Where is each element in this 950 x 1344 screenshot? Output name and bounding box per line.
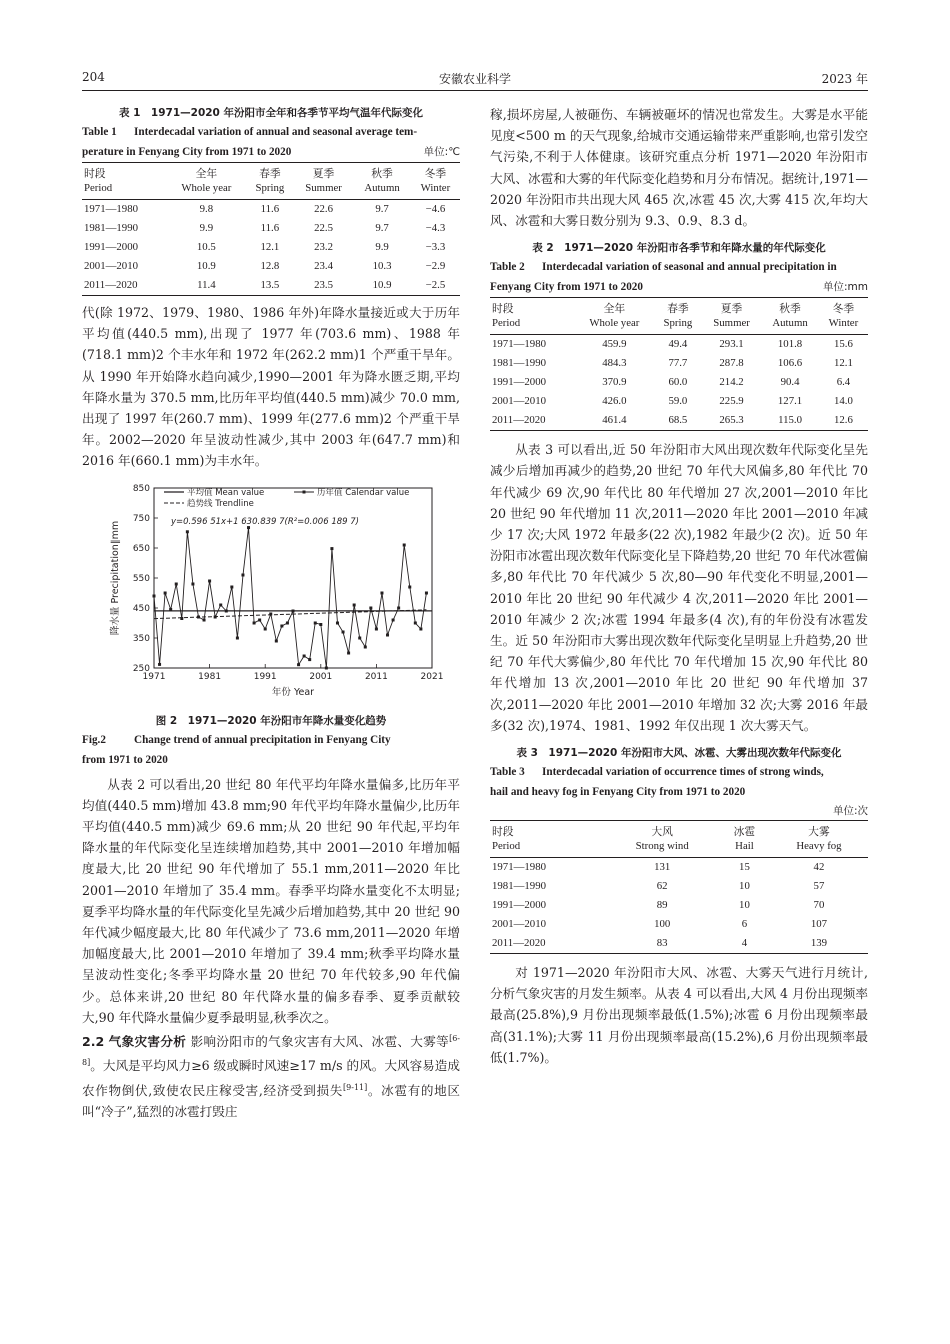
table2-cell: 127.1 [777, 395, 803, 408]
table2-header-en: Period [492, 317, 521, 330]
y-tick-label: 250 [132, 663, 150, 674]
calendar-value-point [292, 609, 295, 612]
y-axis-label: 降水量 Precipitation∥mm [110, 520, 121, 635]
calendar-value-point [369, 606, 372, 609]
table3-header-cell [719, 821, 770, 858]
figure2-label-en: Fig.2 [82, 733, 106, 746]
table2-title-en [490, 257, 868, 277]
table1-header-zh: 秋季 [371, 168, 393, 180]
section-2-2-text-3: 。冰雹有的地区叫“冷子”,猛烈的冰雹打毁庄 [82, 1083, 461, 1120]
trend-equation: y=0.596 51x+1 630.839 7(R²=0.006 189 7) [171, 516, 359, 527]
table1-cell: 9.7 [375, 222, 389, 234]
page-number: 204 [82, 70, 105, 84]
calendar-value-point [253, 621, 256, 624]
table3-row [490, 896, 868, 915]
table3-unit: 单位:次 [832, 805, 868, 818]
table3-cell: 100 [654, 918, 671, 931]
calendar-value-point [241, 573, 244, 576]
table2-header-en: Spring [663, 317, 693, 330]
citation-9-11: [9-11] [343, 1082, 368, 1092]
table2-cell: 1991—2000 [492, 376, 546, 389]
table3-cell: 6 [741, 918, 748, 931]
table1-header-zh: 全年 [195, 168, 218, 180]
calendar-value-point [158, 663, 161, 666]
table3-cell: 83 [656, 937, 668, 950]
calendar-value-point [397, 606, 400, 609]
x-tick-label: 1991 [253, 671, 277, 682]
table1-header-cell [353, 163, 411, 200]
table2-header-cell [654, 298, 702, 335]
table2-cell: 12.6 [833, 414, 853, 427]
table3-header-cell [490, 821, 605, 858]
table2-row [490, 411, 868, 431]
right-paragraph-3: 对 1971—2020 年汾阳市大风、冰雹、大雾天气进行月统计,分析气象灾害的月发生频率。从表 4 可以看出,大风 4 月份出现频率最高(25.8%),9 月份出现频率最低(1.5%);冰雹 6 月份出现频率最高(31.1%);大雾 11 月份出现频率最高(15.2%),6 月份出现频率最低(1.7%)。 [490, 965, 868, 1065]
table2-header-cell [761, 298, 819, 335]
table1-cell: −2.9 [425, 260, 446, 272]
table2-cell: 484.3 [602, 357, 627, 370]
calendar-value-point [425, 591, 428, 594]
calendar-value-point [347, 651, 350, 654]
calendar-value-point [297, 663, 300, 666]
table3-row [490, 915, 868, 934]
table3-title-en-1: Interdecadal variation of occurrence times of strong winds, [542, 766, 824, 779]
calendar-value-point [164, 591, 167, 594]
table1-cell: 10.9 [372, 279, 392, 291]
table2-header-zh: 春季 [667, 303, 689, 316]
calendar-value-point [364, 645, 367, 648]
table2-row [490, 335, 868, 355]
table3-label-en: Table 3 [490, 766, 525, 779]
calendar-value-point [180, 617, 183, 620]
table2-label-en: Table 2 [490, 261, 525, 274]
table3-cell: 15 [739, 861, 750, 874]
table3-cell: 2001—2010 [492, 918, 546, 931]
table1-cell: 11.6 [260, 203, 280, 215]
calendar-value-point [386, 633, 389, 636]
table2-row [490, 373, 868, 392]
table1-header-cell [246, 163, 294, 200]
table3-header-zh: 大雾 [808, 826, 830, 839]
table1-header-row [82, 163, 460, 200]
table3-header-zh: 大风 [651, 826, 673, 839]
table3-header-en: Period [492, 840, 521, 853]
table2-cell: 265.3 [719, 414, 744, 427]
table1-title-zh: 表 1 1971—2020 年汾阳市全年和各季节平均气温年代际变化 [118, 107, 424, 119]
calendar-value-point [314, 621, 317, 624]
table2-cell: 12.1 [833, 357, 853, 370]
table3-header-en: Hail [735, 840, 754, 853]
table1-cell: 2001—2010 [84, 260, 138, 272]
table3-cell: 10 [739, 880, 750, 893]
table1-body [82, 200, 460, 296]
calendar-value-point [236, 636, 239, 639]
table3-body [490, 858, 868, 954]
table3-cell: 131 [654, 861, 671, 874]
left-paragraph-2: 从表 2 可以看出,20 世纪 80 年代平均年降水量偏多,比历年平均值(440.5 mm)增加 43.8 mm;90 年代平均年降水量偏少,比历年平均值(440.5 mm)减少 69.6 mm;从 20 世纪 90 年代起,平均年降水量的年代际变化呈连续增加趋势,其中 2001—2010 年增加幅度最大,比 20 世纪 90 年代增加了 55.1 mm,2011—2020 年比 2001—2010 年增加了 35.4 mm。春季平均降水量变化不太明显;夏季平均降水量的年代际变化呈先减少后增加趋势,其中 20 世纪 90 年代减少幅度最大,比 80 年代减少了 73.6 mm,2011—2020 年增加幅度最大,比 2001—2010 年增加了 39.4 mm;秋季平均降水量呈波动性变化;冬季平均降水量 20 世纪 70 年代较多,90 年代偏少。总体来讲,20 世纪 80 年代降水量的偏多春季、夏季贡献较大,90 年代降水量偏少夏季最明显,秋季次之。 [82, 776, 460, 1025]
table1-title-en-1: Interdecadal variation of annual and seasonal average tem- [134, 126, 418, 138]
y-tick-label: 650 [132, 543, 150, 554]
table1-header-cell [294, 163, 353, 200]
table2-cell: 115.0 [778, 414, 803, 427]
legend-trend-label: 趋势线 Trendline [187, 498, 254, 509]
table1-cell: 11.4 [197, 279, 216, 291]
table3-title-en [490, 762, 868, 782]
calendar-value-point [414, 621, 417, 624]
right-paragraph-1: 稼,损坏房屋,人被砸伤、车辆被砸坏的情况也常发生。大雾是水平能见度<500 m 的天气现象,给城市交通运输带来严重影响,也常引发空气污染,不利于人体健康。该研究重点分析 1971—2020 年汾阳市大风、冰雹和大雾的年代际变化趋势和月分布情况。据统计,1971—2020 年汾阳市共出现大风 465 次,冰雹 45 次,大雾 415 次,年均大风、冰雹和大雾日数分别为 9.3、0.9、8.3 d。 [490, 107, 868, 229]
table2-row [490, 392, 868, 411]
table1-title-en-2: perature in Fenyang City from 1971 to 2020 [82, 146, 292, 158]
table2-cell: 6.4 [836, 376, 851, 389]
calendar-value-point [403, 543, 406, 546]
table2-cell: 106.6 [777, 357, 803, 370]
table1-cell: 12.8 [260, 260, 280, 272]
table2-cell: 293.1 [719, 338, 744, 351]
table3-grid [490, 820, 868, 954]
table2-header-cell [819, 298, 868, 335]
table2-header-zh: 时段 [492, 303, 514, 316]
table2-cell: 90.4 [780, 376, 800, 389]
calendar-value-point [225, 609, 228, 612]
table1-unit: 单位:℃ [423, 146, 460, 158]
citation-6-8: [6-8] [82, 1034, 460, 1068]
table2-cell: 49.4 [668, 338, 688, 351]
right-paragraph-2: 从表 3 可以看出,近 50 年汾阳市大风出现次数年代际变化呈先减少后增加再减少的趋势,20 世纪 70 年代大风偏多,80 年代比 70 年代减少 69 次,90 年代比 80 年代增加 27 次,2001—2010 年比 20 世纪 90 年代增加 11 次,2011—2020 年比 2001—2010 年减少 17 次;大风 1972 年最多(22 次),1982 年最少(2 次)。近 50 年汾阳市冰雹出现次数年代际变化呈下降趋势,20 世纪 70 年代冰雹偏多,80 年代比 70 年代减少 5 次,80—90 年代变化不明显,2001—2010 年比 20 世纪 90 年代减少 4 次,2011—2020 年比 2001—2010 年减少 2 次;冰雹 1994 年最多(4 次),有的年份没有冰雹发生。近 50 年汾阳市大雾出现次数年代际变化呈明显上升趋势,20 世纪 70 年代大雾偏少,80 年代比 70 年代增加 15 次,90 年代比 80 年代增加 13 次,2001—2010 年比 20 世纪 90 年代增加 37 次,2011—2020 年比 2001—2010 年增加 32 次;大雾 2016 年最多(32 次),1974、1981、1992 年仅出现 1 次大雾天气。 [490, 442, 868, 733]
table3-row [490, 877, 868, 896]
table2-header-en: Summer [713, 317, 750, 330]
section-2-2-text-2: 。大风是平均风力≥6 级或瞬时风速≥17 m/s 的风。大风容易造成农作物倒伏,致使农民庄稼受害,经济受到损失 [82, 1058, 460, 1099]
calendar-value-point [380, 591, 383, 594]
section-2-2-paragraph [82, 1028, 460, 1122]
table1-cell: 9.9 [199, 222, 214, 234]
table3-header-cell [605, 821, 719, 858]
table1-cell: −3.3 [425, 241, 446, 253]
table1-cell: 13.5 [260, 279, 280, 291]
table1-header-en: Summer [305, 182, 342, 194]
table3-cell: 1981—1990 [492, 880, 546, 893]
table2-cell: 225.9 [719, 395, 744, 408]
calendar-value-point [230, 585, 233, 588]
table3-cell: 42 [813, 861, 825, 874]
table1-cell: 23.4 [314, 260, 334, 272]
figure2 [82, 478, 460, 770]
table1-title-en-line2 [82, 142, 460, 162]
table2-header-row [490, 298, 868, 335]
calendar-value-point [280, 624, 283, 627]
section-2-2-number: 2.2 [82, 1034, 105, 1050]
y-tick-label: 850 [132, 483, 150, 494]
table2-cell: 2001—2010 [492, 395, 546, 408]
left-column [82, 104, 460, 1122]
table1-cell: −4.6 [425, 203, 446, 215]
calendar-value-point [186, 530, 189, 533]
table2-cell: 459.9 [602, 338, 627, 351]
table2-cell: 214.2 [719, 376, 744, 389]
calendar-value-point [342, 630, 345, 633]
table1-cell: 23.5 [314, 279, 334, 291]
table2-cell: 77.7 [668, 357, 688, 370]
calendar-value-point [269, 612, 272, 615]
table2-header-zh: 秋季 [779, 303, 801, 316]
legend-calendar-label: 历年值 Calendar value [317, 487, 410, 498]
table3-header-en: Heavy fog [796, 840, 842, 853]
calendar-value-point [375, 627, 378, 630]
table1-cell: 1971—1980 [84, 203, 138, 215]
x-tick-label: 1971 [142, 671, 166, 682]
left-paragraph-1: 代(除 1972、1979、1980、1986 年外)年降水量接近或大于历年平均值(440.5 mm),出现了 1977 年(703.6 mm)、1988 年(718.1 mm)2 个丰水年和 1972 年(262.2 mm)1 个严重干旱年。从 1990 年开始降水趋向减少,1990—2001 年为降水匮乏期,平均年降水量为 370.5 mm,比历年平均值(440.5 mm)减少 70.0 mm,出现了 1997 年(260.7 mm)、1999 年(277.6 mm)2 个严重干旱年。2002—2020 年呈波动性减少,其中 2003 年(647.7 mm)和 2016 年(660.1 mm)为丰水年。 [82, 305, 460, 469]
y-tick-label: 550 [132, 573, 150, 584]
calendar-value-point [153, 594, 156, 597]
table1-cell: 23.2 [314, 241, 334, 253]
table2-header-zh: 全年 [603, 303, 626, 316]
y-tick-label: 750 [132, 513, 150, 524]
journal-year: 2023 年 [821, 72, 868, 86]
calendar-value-point [408, 585, 411, 588]
table1-cell: 2011—2020 [84, 279, 138, 291]
calendar-value-point [319, 623, 322, 626]
table3-cell: 107 [810, 918, 828, 931]
section-2-2-title: 气象灾害分析 [108, 1034, 187, 1050]
table1-header-en: Spring [255, 182, 285, 194]
table1-cell: 1981—1990 [84, 222, 138, 234]
table2-header-en: Whole year [589, 317, 640, 330]
table3-header-en: Strong wind [635, 840, 689, 853]
table3-cell: 1991—2000 [492, 899, 546, 912]
table3-cell: 10 [739, 899, 750, 912]
table2-cell: 59.0 [668, 395, 688, 408]
table3-title-zh: 表 3 1971—2020 年汾阳市大风、冰雹、大雾出现次数年代际变化 [516, 747, 842, 760]
table2 [490, 239, 868, 431]
calendar-value-point [219, 603, 222, 606]
calendar-value-point [258, 618, 261, 621]
table2-cell: 60.0 [668, 376, 688, 389]
calendar-value-point [336, 621, 339, 624]
table3-cell: 89 [656, 899, 668, 912]
table1-row [82, 238, 460, 257]
table2-header-zh: 夏季 [720, 303, 743, 316]
calendar-value-point [303, 654, 306, 657]
table2-cell: 426.0 [602, 395, 627, 408]
calendar-value-point [175, 582, 178, 585]
table2-header-cell [575, 298, 654, 335]
calendar-value-point [392, 618, 395, 621]
x-axis-label: 年份 Year [271, 686, 315, 698]
calendar-value-point [308, 658, 311, 661]
plot-frame [154, 488, 432, 668]
calendar-value-point [286, 621, 289, 624]
table2-header-zh: 冬季 [832, 303, 855, 316]
table3-cell: 62 [656, 880, 668, 893]
table2-cell: 287.8 [719, 357, 744, 370]
table2-cell: 2011—2020 [492, 414, 546, 427]
table3-cell: 57 [813, 880, 825, 893]
legend-calendar-marker [303, 490, 306, 493]
table3-header-zh: 时段 [492, 826, 514, 839]
table1-cell: −2.5 [425, 279, 446, 291]
calendar-value-point [264, 627, 267, 630]
table2-grid [490, 297, 868, 431]
table3-cell: 4 [741, 937, 748, 950]
table1-header-en: Period [84, 182, 113, 194]
table1-row [82, 219, 460, 238]
table1-header-cell [167, 163, 246, 200]
table2-header-en: Autumn [772, 317, 808, 330]
table2-cell: 1981—1990 [492, 357, 546, 370]
table2-row [490, 354, 868, 373]
table1-cell: 10.5 [196, 241, 216, 253]
table2-header-cell [490, 298, 575, 335]
figure2-caption-en [82, 730, 460, 750]
table3-header-cell [770, 821, 868, 858]
table3-cell: 139 [810, 937, 828, 950]
table3-cell: 70 [813, 899, 825, 912]
table3-row [490, 934, 868, 954]
table1-row [82, 276, 460, 296]
calendar-value-point [197, 615, 200, 618]
table1-title-en [82, 122, 460, 142]
table2-title-en-line2 [490, 277, 868, 297]
y-tick-label: 450 [132, 603, 150, 614]
calendar-value-point [275, 639, 278, 642]
table1-header-en: Autumn [364, 182, 400, 194]
table1-header-zh: 夏季 [312, 168, 335, 180]
calendar-value-point [214, 615, 217, 618]
right-column [490, 104, 868, 1068]
table2-cell: 14.0 [833, 395, 853, 408]
journal-name: 安徽农业科学 [438, 72, 511, 86]
table2-body [490, 335, 868, 431]
table2-cell: 101.8 [777, 338, 803, 351]
table2-cell: 370.9 [602, 376, 627, 389]
calendar-value-point [208, 579, 211, 582]
table2-unit: 单位:mm [823, 281, 868, 294]
table1-cell: 9.7 [375, 203, 389, 215]
table1-cell: 10.3 [372, 260, 392, 272]
table2-header-en: Winter [828, 317, 859, 330]
table3-title-en-2: hail and heavy fog in Fenyang City from 1971 to 2020 [490, 786, 746, 799]
calendar-value-point [203, 618, 206, 621]
table1-row [82, 257, 460, 276]
table1-header-en: Winter [420, 182, 451, 194]
legend-mean-label: 平均值 Mean value [187, 487, 265, 498]
table3-cell: 1971—1980 [492, 861, 546, 874]
figure2-caption-en-2: from 1971 to 2020 [82, 753, 168, 766]
table2-title-en-2: Fenyang City from 1971 to 2020 [490, 281, 643, 294]
x-tick-label: 1981 [198, 671, 222, 682]
table3-cell: 2011—2020 [492, 937, 546, 950]
table1-label-en: Table 1 [82, 126, 117, 138]
precipitation-chart [82, 478, 460, 708]
table1-header-zh: 春季 [259, 168, 281, 180]
table2-cell: 1971—1980 [492, 338, 546, 351]
calendar-value-point [358, 636, 361, 639]
calendar-value-point [353, 603, 356, 606]
table1-header-en: Whole year [181, 182, 232, 194]
table1-cell: 22.5 [314, 222, 334, 234]
table1-header-cell [411, 163, 460, 200]
calendar-value-line [154, 527, 426, 667]
calendar-value-point [191, 582, 194, 585]
calendar-value-point [419, 627, 422, 630]
table1-header-cell [82, 163, 167, 200]
table1-cell: 12.1 [260, 241, 280, 253]
calendar-value-point [325, 666, 328, 669]
table2-cell: 461.4 [602, 414, 627, 427]
section-2-2-text-1: 影响汾阳市的气象灾害有大风、冰雹、大雾等 [190, 1034, 450, 1050]
y-tick-label: 350 [132, 633, 150, 644]
table1-header-zh: 冬季 [424, 168, 447, 180]
x-tick-label: 2011 [364, 671, 388, 682]
table1 [82, 104, 460, 296]
x-tick-label: 2001 [309, 671, 333, 682]
table2-title-en-1: Interdecadal variation of seasonal and annual precipitation in [542, 261, 837, 274]
table3-header-zh: 冰雹 [733, 826, 756, 839]
figure2-caption-en-1: Change trend of annual precipitation in Fenyang City [134, 733, 391, 746]
table1-cell: 1991—2000 [84, 241, 138, 253]
x-tick-label: 2021 [420, 671, 444, 682]
table3 [490, 744, 868, 954]
table2-cell: 68.5 [668, 414, 688, 427]
table1-cell: 11.6 [260, 222, 280, 234]
table1-cell: 9.9 [375, 241, 389, 253]
table3-row [490, 858, 868, 878]
table3-header-row [490, 821, 868, 858]
table1-cell: 9.8 [199, 203, 214, 215]
table2-title-zh: 表 2 1971—2020 年汾阳市各季节和年降水量的年代际变化 [532, 242, 826, 255]
table1-cell: −4.3 [425, 222, 446, 234]
calendar-value-point [169, 608, 172, 611]
calendar-value-point [330, 547, 333, 550]
figure2-caption-zh: 图 2 1971—2020 年汾阳市年降水量变化趋势 [155, 714, 387, 727]
table1-cell: 10.9 [196, 260, 216, 272]
table2-header-cell [702, 298, 761, 335]
table2-cell: 15.6 [833, 338, 853, 351]
table1-header-zh: 时段 [84, 168, 106, 180]
table1-row [82, 200, 460, 220]
table1-grid [82, 162, 460, 296]
table1-cell: 22.6 [314, 203, 334, 215]
header-rule [82, 90, 868, 91]
